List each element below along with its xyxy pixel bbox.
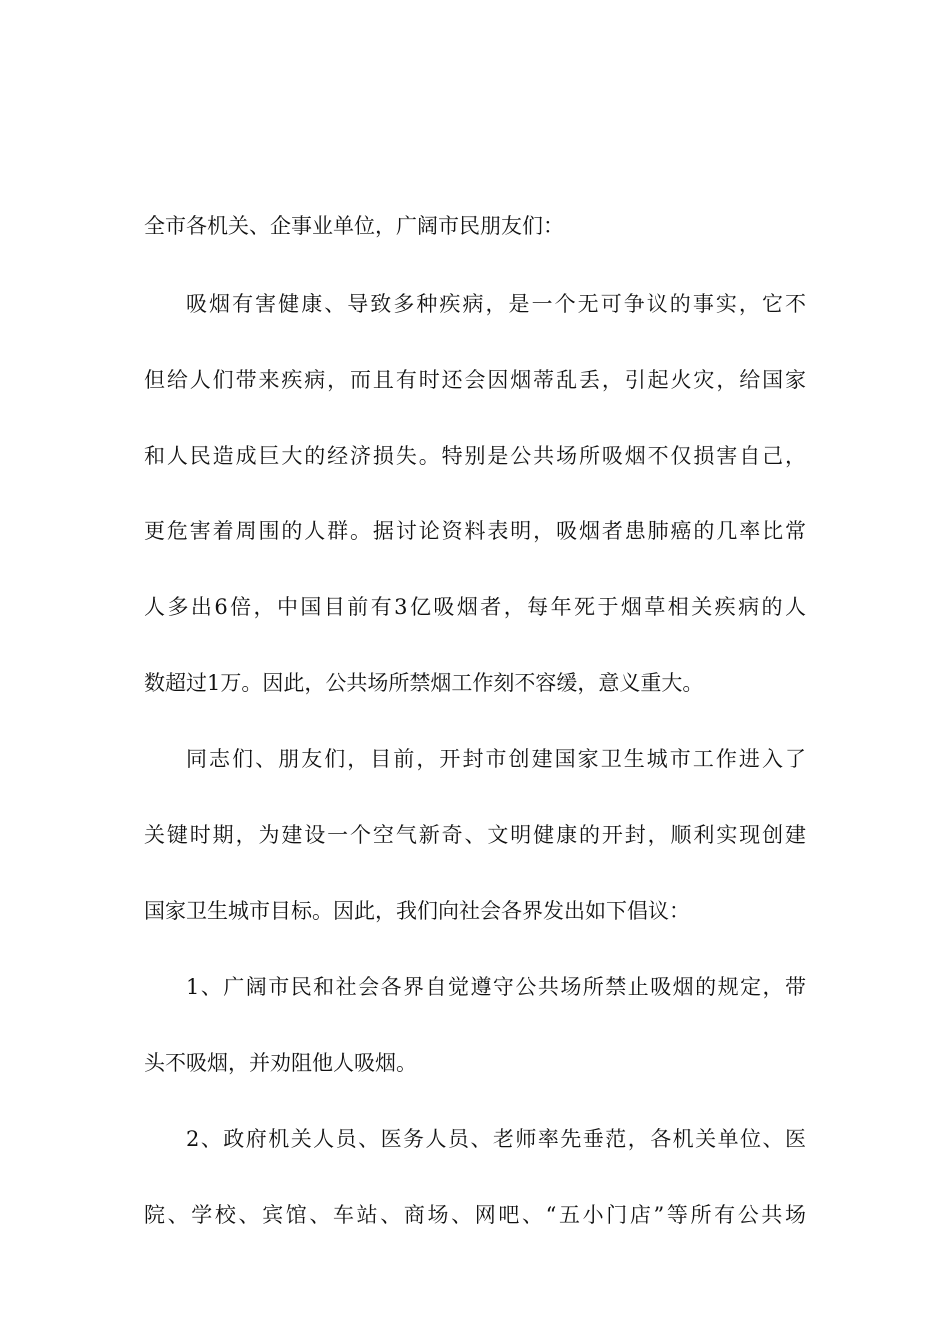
paragraph-2-line-1: 同志们、朋友们，目前，开封市创建国家卫生城市工作进入了 — [186, 747, 806, 771]
paragraph-1-line-1: 吸烟有害健康、导致多种疾病，是一个无可争议的事实，它不 — [186, 292, 806, 316]
item-1-line-1: 1、广阔市民和社会各界自觉遵守公共场所禁止吸烟的规定，带 — [186, 975, 806, 999]
item-2-line-2: 院、学校、宾馆、车站、商场、网吧、“五小门店”等所有公共场 — [144, 1203, 806, 1227]
item-1-line-2: 头不吸烟，并劝阻他人吸烟。 — [144, 1051, 417, 1075]
paragraph-1-line-4: 更危害着周围的人群。据讨论资料表明，吸烟者患肺癌的几率比常 — [144, 519, 806, 543]
paragraph-2-line-3: 国家卫生城市目标。因此，我们向社会各界发出如下倡议： — [144, 899, 690, 923]
salutation-line: 全市各机关、企事业单位，广阔市民朋友们： — [144, 214, 564, 238]
paragraph-1-line-6: 数超过1万。因此，公共场所禁烟工作刻不容缓，意义重大。 — [144, 671, 704, 695]
paragraph-1-line-2: 但给人们带来疾病，而且有时还会因烟蒂乱丢，引起火灾，给国家 — [144, 368, 806, 392]
item-2-line-1: 2、政府机关人员、医务人员、老师率先垂范，各机关单位、医 — [186, 1127, 806, 1151]
paragraph-1-line-5: 人多出6倍，中国目前有3亿吸烟者，每年死于烟草相关疾病的人 — [144, 595, 806, 619]
paragraph-2-line-2: 关键时期，为建设一个空气新奇、文明健康的开封，顺利实现创建 — [144, 823, 806, 847]
paragraph-1-line-3: 和人民造成巨大的经济损失。特别是公共场所吸烟不仅损害自己， — [144, 444, 806, 468]
